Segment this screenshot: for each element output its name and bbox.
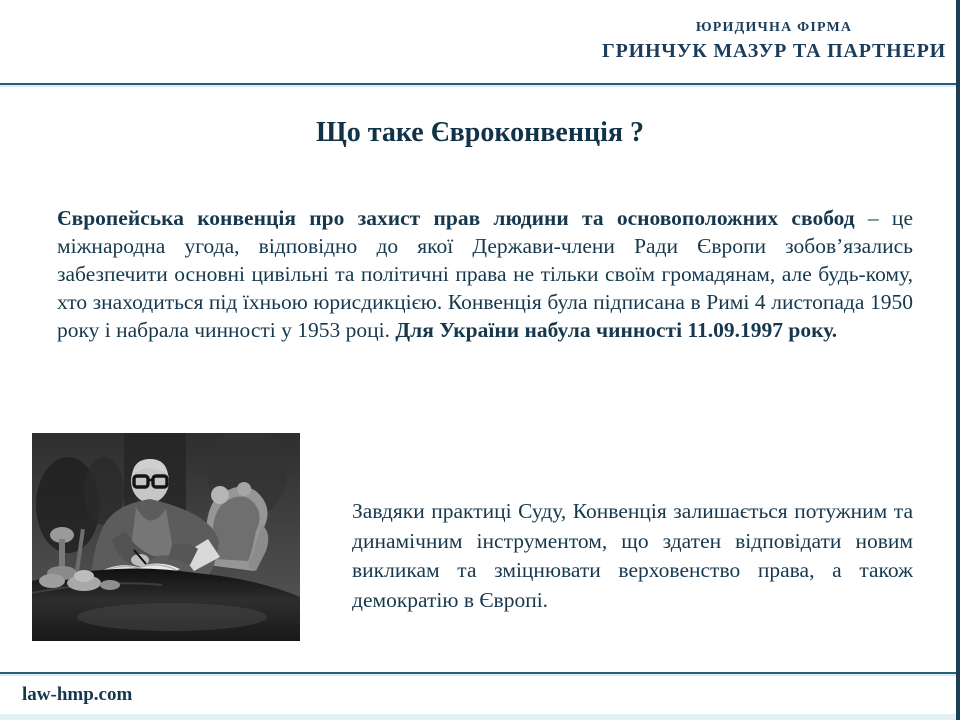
signing-ceremony-photo <box>32 433 300 641</box>
intro-regular-text: – це міжнародна угода, відповідно до якої Держави-члени Ради Європи зобов’язались забезпечити основні цивільні та політичні права не тільки своїм громадянам, але будь-кому, хто знаходиться під їхньою юрисдикцією. Конвенція була підписана в Римі 4 листопада 1950 року і набрала чинності у 1953 році. <box>57 206 913 342</box>
intro-paragraph <box>57 204 913 344</box>
conclusion-paragraph: Завдяки практиці Суду, Конвенція залишається потужним та динамічним інструментом, що здатен відповідати новим викликам та зміцнювати верховенство права, а також демократію в Європі. <box>352 499 913 612</box>
top-divider-glow <box>0 85 960 87</box>
page-title: Що таке Євроконвенція ? <box>315 117 645 148</box>
firm-name-label: ГРИНЧУК МАЗУР ТА ПАРТНЕРИ <box>602 40 946 62</box>
bottom-band <box>0 714 960 720</box>
top-divider <box>0 83 960 85</box>
header-firm-block <box>602 18 946 65</box>
right-edge-accent-bar <box>956 0 960 720</box>
intro-bold-tail: Для України набула чинності 11.09.1997 року. <box>395 318 838 342</box>
firm-type-label: ЮРИДИЧНА ФІРМА <box>695 20 853 35</box>
intro-bold-lead: Європейська конвенція про захист прав людини та основоположних свобод <box>57 206 855 230</box>
website-label: law-hmp.com <box>22 684 133 705</box>
bottom-divider-glow <box>0 674 960 676</box>
bottom-divider <box>0 672 960 674</box>
